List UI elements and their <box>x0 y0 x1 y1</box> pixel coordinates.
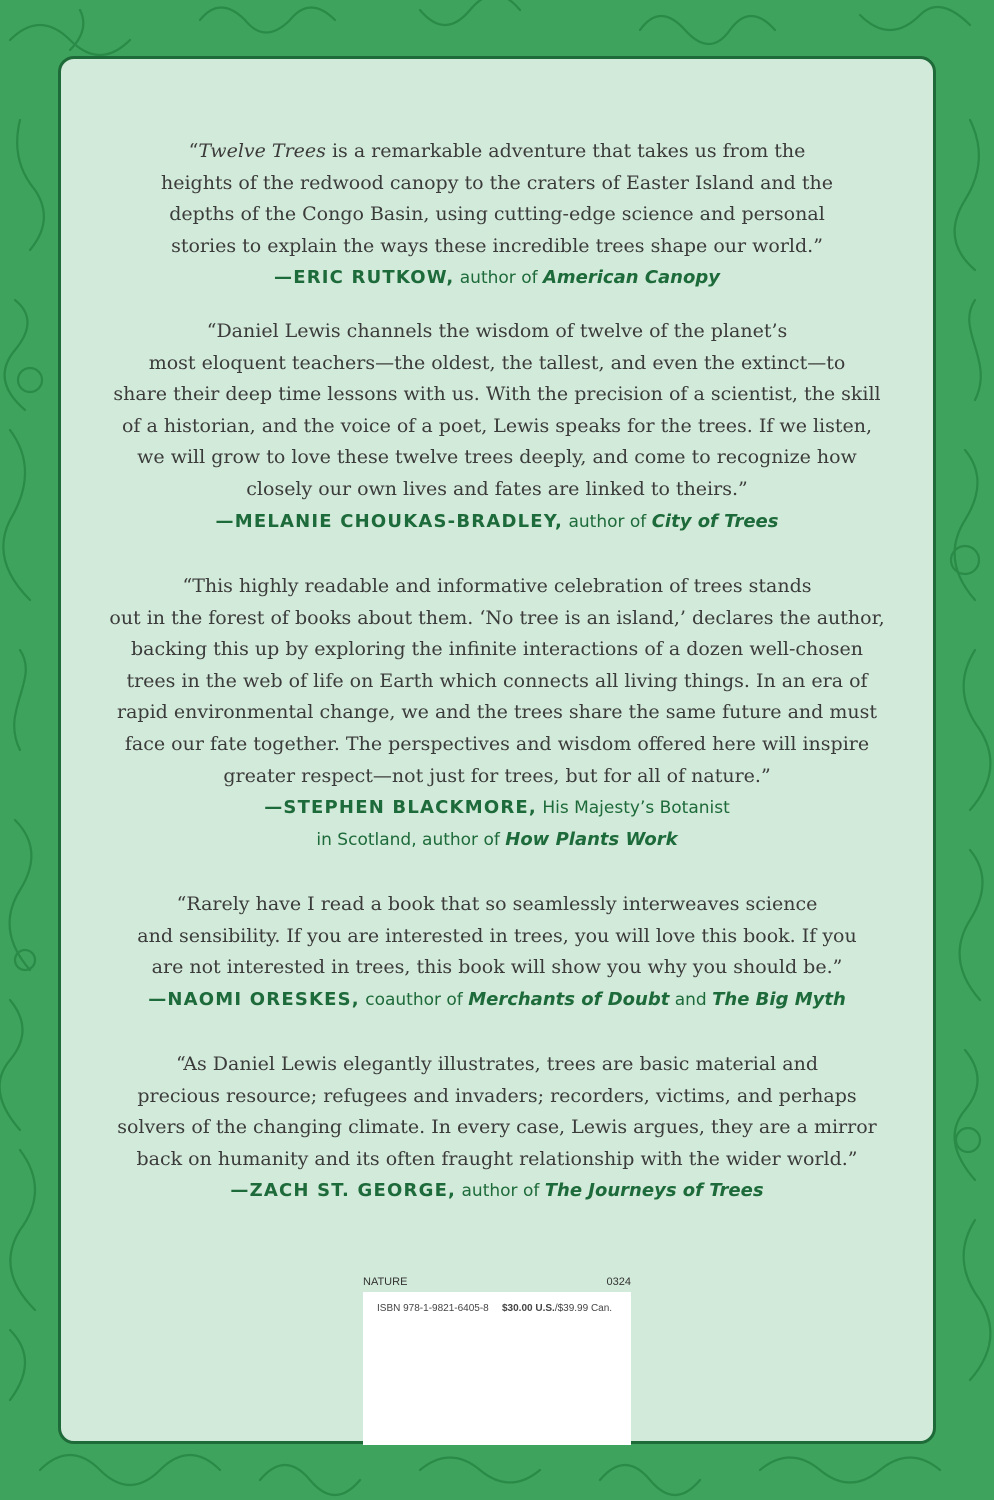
quote-text: “Twelve Trees is a remarkable adventure that takes us from the heights of the redwood canopy to the craters of Easter Island and the depths of the Congo Basin, using cutting-edge science and personal stories to explain the ways these incredible trees shape our world.” <box>161 140 833 257</box>
quote-attribution: —ERIC RUTKOW, author of American Canopy <box>274 267 720 289</box>
quote-blackmore <box>61 571 933 856</box>
quote-text: “As Daniel Lewis elegantly illustrates, trees are basic material and precious resource; refugees and invaders; recorders, victims, and perhaps solvers of the changing climate. In every case, Lewis argues, they are a mirror back on humanity and its often fraught relationship with the wider world.” <box>117 1053 877 1170</box>
quote-attribution: —NAOMI ORESKES, coauthor of Merchants of Doubt and The Big Myth <box>148 988 846 1010</box>
book-title-italic: Twelve Trees <box>198 140 326 162</box>
barcode-header <box>363 1276 631 1288</box>
quotes-panel <box>58 56 936 1444</box>
price-label: $30.00 U.S./$39.99 Can. <box>502 1303 613 1314</box>
quote-attribution: —ZACH ST. GEORGE, author of The Journeys of Trees <box>230 1180 764 1202</box>
quote-text: “Rarely have I read a book that so seamlessly interweaves science and sensibility. If you are interested in trees, you will love this book. If you are not interested in trees, this book will show you why you should be.” <box>137 893 857 979</box>
barcode-box <box>363 1292 631 1445</box>
category-label: NATURE <box>363 1276 408 1288</box>
quote-attribution: —MELANIE CHOUKAS-BRADLEY, author of City of Trees <box>215 510 779 532</box>
quote-text: “This highly readable and informative celebration of trees stands out in the forest of books about them. ‘No tree is an island,’ declares the author, backing this up by exploring the infinite interactions of a dozen well-chosen trees in the web of life on Earth which connects all living things. In an era of rapid environmental change, we and the trees share the same future and must face our fate together. The perspectives and wisdom offered here will inspire greater respect—not just for trees, but for all of nature.” <box>109 575 885 787</box>
quote-rutkow <box>61 136 933 294</box>
quote-choukas-bradley <box>61 316 933 538</box>
quote-text: “Daniel Lewis channels the wisdom of twelve of the planet’s most eloquent teachers—the oldest, the tallest, and even the extinct—to share their deep time lessons with us. With the precision of a scientist, the skill of a historian, and the voice of a poet, Lewis speaks for the trees. If we listen, we will grow to love these twelve trees deeply, and come to recognize how closely our own lives and fates are linked to theirs.” <box>113 320 881 500</box>
quote-attribution: —STEPHEN BLACKMORE, His Majesty’s Botanist in Scotland, author of How Plants Work <box>264 797 730 851</box>
isbn-label: ISBN 978-1-9821-6405-8 <box>377 1303 489 1314</box>
quote-st-george <box>61 1049 933 1207</box>
quote-oreskes <box>61 889 933 1016</box>
code-label: 0324 <box>606 1276 631 1288</box>
